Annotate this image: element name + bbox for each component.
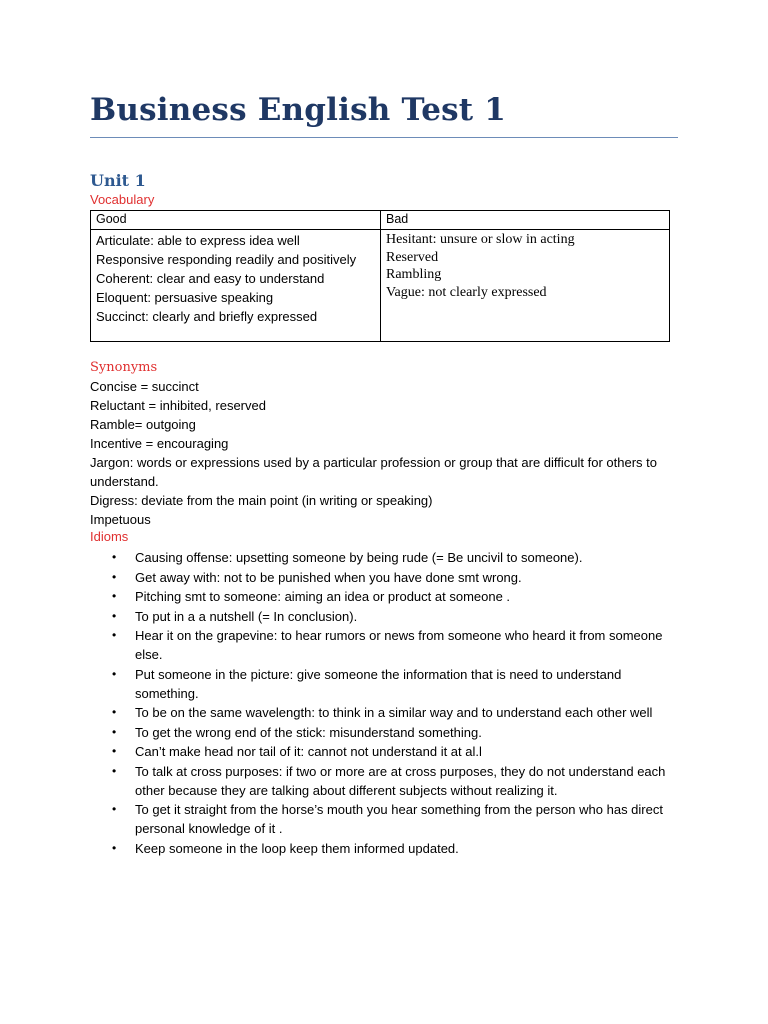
bullet-icon: • [112, 802, 117, 816]
vocabulary-body-row [91, 230, 670, 342]
title-underline [90, 137, 678, 138]
synonym-item: Digress: deviate from the main point (in writing or speaking) [90, 493, 433, 508]
good-words-cell [91, 230, 381, 342]
idiom-text: Get away with: not to be punished when you have done smt wrong. [135, 569, 522, 585]
bad-word: Reserved [386, 249, 439, 265]
idiom-item [90, 839, 680, 858]
bullet-icon: • [112, 705, 117, 719]
idioms-list [90, 548, 680, 858]
bullet-icon: • [112, 763, 117, 778]
synonym-item: Incentive = encouraging [90, 436, 229, 451]
good-word: Articulate: able to express idea well [96, 233, 300, 248]
idiom-item [90, 607, 680, 626]
idiom-item [90, 548, 680, 567]
bullet-icon: • [112, 628, 117, 642]
idiom-text: To get the wrong end of the stick: misunderstand something. [135, 724, 482, 740]
idiom-text: To get it straight from the horse’s mouth you hear something from the person who has direct personal knowledge of it . [135, 802, 663, 836]
idiom-text: To be on the same wavelength: to think in a similar way and to understand each other well [135, 705, 653, 720]
bullet-icon: • [112, 608, 117, 623]
bullet-icon: • [112, 666, 117, 681]
good-column-header: Good [91, 211, 381, 230]
bad-column-header: Bad [381, 211, 670, 230]
idiom-item [90, 762, 680, 800]
bad-word: Rambling [386, 267, 442, 282]
idiom-text: Hear it on the grapevine: to hear rumors or news from someone who heard it from someone else. [135, 628, 663, 662]
bullet-icon: • [112, 724, 117, 739]
idiom-text: Keep someone in the loop keep them informed updated. [135, 840, 459, 856]
bullet-icon: • [112, 550, 117, 564]
good-word: Succinct: clearly and briefly expressed [96, 309, 318, 324]
idiom-item [90, 800, 680, 838]
synonyms-label: Synonyms [90, 360, 158, 375]
vocabulary-label: Vocabulary [90, 192, 155, 207]
bullet-icon: • [112, 744, 117, 758]
idiom-item [90, 742, 680, 761]
synonym-item: Impetuous [90, 512, 151, 527]
bullet-icon: • [112, 569, 117, 584]
page-title: Business English Test 1 [90, 92, 507, 128]
idiom-item [90, 568, 680, 587]
vocabulary-header-row [91, 211, 670, 230]
bullet-icon: • [112, 589, 117, 603]
good-word: Responsive responding readily and positively [96, 252, 357, 267]
idiom-item [90, 723, 680, 742]
idiom-item [90, 587, 680, 606]
idiom-text: Can’t make head nor tail of it: cannot not understand it at al.l [135, 744, 482, 759]
idiom-text: Pitching smt to someone: aiming an idea or product at someone . [135, 589, 511, 604]
synonym-item: Reluctant = inhibited, reserved [90, 398, 266, 413]
bad-word: Vague: not clearly expressed [386, 284, 547, 300]
idioms-label: Idioms [90, 529, 129, 544]
idiom-item [90, 626, 680, 664]
synonym-item: Concise = succinct [90, 379, 199, 394]
good-word: Coherent: clear and easy to understand [96, 271, 325, 286]
bad-word: Hesitant: unsure or slow in acting [386, 232, 575, 247]
bullet-icon: • [112, 840, 117, 855]
vocabulary-table [90, 210, 670, 342]
idiom-text: Put someone in the picture: give someone the information that is need to understand something. [135, 666, 622, 701]
bad-words-cell [381, 230, 670, 342]
idiom-item [90, 665, 680, 703]
idiom-item [90, 703, 680, 722]
idiom-text: Causing offense: upsetting someone by being rude (= Be uncivil to someone). [135, 550, 583, 565]
good-word: Eloquent: persuasive speaking [96, 290, 274, 305]
unit-heading: Unit 1 [90, 171, 146, 190]
synonym-item: Jargon: words or expressions used by a particular profession or group that are difficult for others to understand. [90, 455, 657, 489]
synonyms-list [90, 377, 670, 529]
idiom-text: To put in a a nutshell (= In conclusion). [135, 608, 358, 624]
synonym-item: Ramble= outgoing [90, 417, 196, 432]
idiom-text: To talk at cross purposes: if two or more are at cross purposes, they do not understand each other because they are talking about different subjects without realizing it. [135, 763, 666, 798]
